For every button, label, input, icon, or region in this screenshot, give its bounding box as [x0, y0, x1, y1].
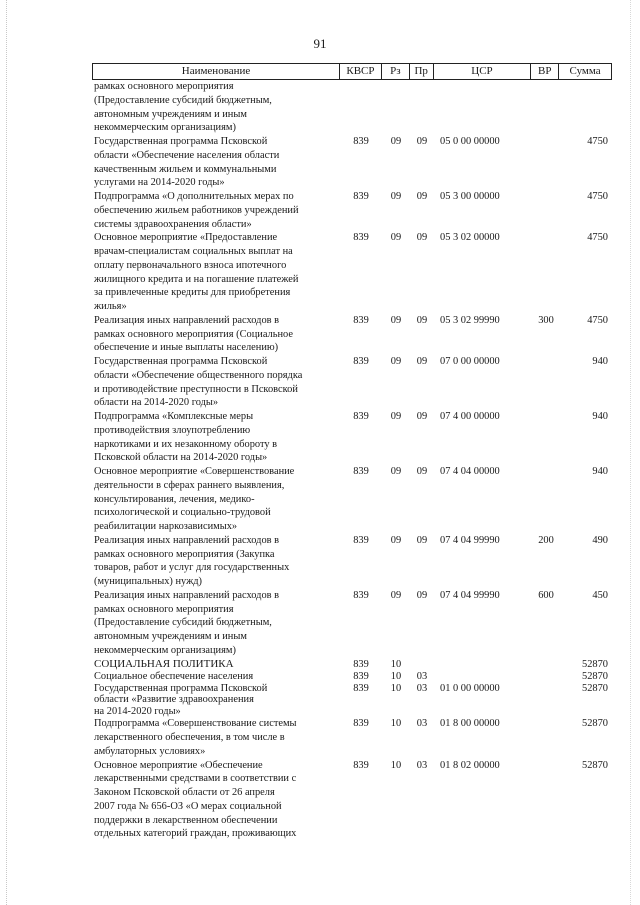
cell-csr: 05 0 00 00000 — [440, 136, 500, 147]
cell-vr — [532, 355, 560, 410]
cell-kvsr: 839 — [353, 671, 369, 683]
cell-pr: 03 — [416, 759, 428, 771]
cell-rz: 09 — [390, 191, 402, 202]
cell-name: Подпрограмма «Совершенствование системы лекарственного обеспечения, в том числе в амбулаторных условиях» — [94, 718, 297, 757]
cell-vr — [532, 717, 560, 758]
cell-vr — [532, 231, 560, 314]
cell-rz — [382, 80, 410, 135]
cell-kvsr: 839 — [353, 191, 369, 202]
cell-vr: 600 — [538, 589, 554, 601]
table-row — [92, 314, 612, 355]
header-rz: Рз — [382, 64, 410, 79]
cell-sum: 52870 — [582, 658, 608, 670]
cell-sum: 4750 — [587, 314, 608, 326]
cell-rz: 10 — [390, 658, 402, 670]
cell-name: Основное мероприятие «Обеспечение лекарственными средствами в соответствии с Законом Псковской области от 26 апреля 2007 года № 656-ОЗ «О мерах социальной поддержки в лекарственном обеспечении отдельных категорий граждан, проживающих — [94, 759, 297, 840]
cell-csr: 07 4 04 00000 — [440, 466, 500, 477]
cell-pr: 09 — [416, 232, 428, 244]
cell-vr — [532, 759, 560, 842]
cell-name: Государственная программа Псковской области «Развитие здравоохранения на 2014-2020 годы» — [94, 682, 268, 717]
table-row — [92, 717, 612, 758]
cell-name: Подпрограмма «О дополнительных мерах по обеспечению жильем работников учреждений системы здравоохранения области» — [94, 191, 299, 230]
cell-sum: 940 — [592, 356, 608, 367]
cell-kvsr: 839 — [353, 682, 369, 694]
table-row — [92, 465, 612, 534]
cell-sum: 490 — [592, 534, 608, 546]
cell-csr: 01 8 00 00000 — [440, 718, 500, 730]
cell-name: Основное мероприятие «Совершенствование деятельности в сферах раннего выявления, консультирования, лечения, медико- психологической и социально-трудовой реабилитации наркозависимых» — [94, 466, 295, 532]
table-row — [92, 355, 612, 410]
cell-sum: 940 — [592, 466, 608, 477]
cell-csr: 07 4 04 99990 — [440, 589, 500, 601]
cell-csr: 05 3 02 99990 — [440, 314, 500, 326]
cell-pr: 09 — [416, 534, 428, 546]
table-row — [92, 589, 612, 658]
cell-pr: 09 — [416, 191, 428, 202]
cell-sum — [560, 80, 612, 135]
cell-vr — [532, 671, 560, 683]
cell-sum: 940 — [592, 411, 608, 422]
cell-vr — [532, 80, 560, 135]
cell-kvsr: 839 — [353, 356, 369, 367]
cell-kvsr — [340, 80, 382, 135]
table-body — [92, 80, 612, 841]
cell-pr — [410, 658, 434, 672]
cell-vr: 300 — [538, 314, 554, 326]
header-kvsr: КВСР — [340, 64, 382, 79]
table-header — [92, 63, 612, 80]
cell-csr: 07 4 00 00000 — [440, 411, 500, 422]
cell-kvsr: 839 — [353, 314, 369, 326]
cell-sum: 450 — [592, 589, 608, 601]
table-row — [92, 759, 612, 842]
budget-table — [92, 63, 612, 841]
cell-kvsr: 839 — [353, 658, 369, 670]
header-vr: ВР — [531, 64, 559, 79]
cell-csr: 07 4 04 99990 — [440, 534, 500, 546]
scan-edge-left — [6, 0, 8, 905]
cell-vr — [532, 135, 560, 190]
cell-sum: 52870 — [582, 671, 608, 683]
header-pr: Пр — [410, 64, 434, 79]
cell-pr: 03 — [416, 718, 428, 730]
cell-rz: 10 — [390, 718, 402, 730]
scan-edge-right — [630, 0, 632, 905]
table-row — [92, 683, 612, 718]
cell-pr: 09 — [416, 314, 428, 326]
cell-csr: 01 0 00 00000 — [440, 682, 500, 694]
cell-vr: 200 — [538, 534, 554, 546]
cell-rz: 09 — [390, 411, 402, 422]
cell-csr — [434, 658, 532, 672]
cell-sum: 52870 — [582, 682, 608, 694]
cell-pr: 09 — [416, 589, 428, 601]
cell-rz: 09 — [390, 589, 402, 601]
cell-vr — [532, 658, 560, 672]
cell-sum: 52870 — [582, 759, 608, 771]
table-row — [92, 658, 612, 672]
cell-kvsr: 839 — [353, 534, 369, 546]
cell-csr — [434, 80, 532, 135]
cell-pr: 03 — [416, 671, 428, 683]
cell-rz: 09 — [390, 232, 402, 244]
cell-name: Государственная программа Псковской области «Обеспечение общественного порядка и противодействие преступности в Псковской области на 2014-2020 годы» — [94, 356, 303, 409]
cell-kvsr: 839 — [353, 466, 369, 477]
cell-csr — [434, 671, 532, 683]
cell-kvsr: 839 — [353, 411, 369, 422]
table-row — [92, 671, 612, 683]
cell-csr: 05 3 00 00000 — [440, 191, 500, 202]
cell-pr: 09 — [416, 411, 428, 422]
cell-rz: 09 — [390, 314, 402, 326]
cell-name: СОЦИАЛЬНАЯ ПОЛИТИКА — [94, 657, 234, 670]
table-row — [92, 231, 612, 314]
cell-rz: 10 — [390, 682, 402, 694]
page-number: 91 — [313, 36, 327, 51]
cell-vr — [532, 683, 560, 718]
cell-rz: 09 — [390, 136, 402, 147]
cell-name: Государственная программа Псковской области «Обеспечение населения области качественным жильем и коммунальными услугами на 2014-2020 годы» — [94, 136, 280, 189]
cell-sum: 52870 — [582, 718, 608, 730]
cell-sum: 4750 — [587, 191, 608, 202]
cell-rz: 09 — [390, 534, 402, 546]
cell-name: Реализация иных направлений расходов в рамках основного мероприятия (Предоставление субсидий бюджетным, автономным учреждениям и иным некоммерческим организациям) — [94, 589, 280, 656]
table-row — [92, 190, 612, 231]
cell-vr — [532, 465, 560, 534]
table-row — [92, 80, 612, 135]
cell-pr: 09 — [416, 136, 428, 147]
cell-rz: 09 — [390, 466, 402, 477]
cell-name: Реализация иных направлений расходов в рамках основного мероприятия (Социальное обеспечение и иные выплаты населению) — [94, 314, 293, 354]
cell-csr: 07 0 00 00000 — [440, 356, 500, 367]
table-row — [92, 135, 612, 190]
cell-name: Социальное обеспечение населения — [94, 671, 254, 683]
cell-csr: 01 8 02 00000 — [440, 759, 500, 771]
cell-rz: 10 — [390, 759, 402, 771]
header-sum: Сумма — [569, 65, 601, 77]
cell-name: рамках основного мероприятия (Предоставление субсидий бюджетным, автономным учреждениям и иным некоммерческим организациям) — [94, 81, 272, 134]
cell-name: Основное мероприятие «Предоставление врачам-специалистам социальных выплат на оплату первоначального взноса ипотечного жилищного кредита и на погашение платежей за привлеченные кредиты для приобретения жилья» — [94, 232, 299, 312]
cell-sum: 4750 — [587, 136, 608, 147]
cell-name: Реализация иных направлений расходов в рамках основного мероприятия (Закупка товаров, работ и услуг для государственных (муниципальных) нужд) — [94, 534, 290, 587]
cell-sum: 4750 — [587, 232, 608, 244]
cell-csr: 05 3 02 00000 — [440, 232, 500, 244]
cell-kvsr: 839 — [353, 589, 369, 601]
table-row — [92, 534, 612, 589]
cell-kvsr: 839 — [353, 136, 369, 147]
header-csr: ЦСР — [434, 64, 532, 79]
cell-kvsr: 839 — [353, 718, 369, 730]
cell-kvsr: 839 — [353, 759, 369, 771]
cell-pr: 09 — [416, 466, 428, 477]
cell-pr: 09 — [416, 356, 428, 367]
cell-name: Подпрограмма «Комплексные меры противодействия злоупотреблению наркотиками и их незаконному обороту в Псковской области на 2014-2020 годы» — [94, 411, 278, 464]
cell-rz: 09 — [390, 356, 402, 367]
cell-vr — [532, 410, 560, 465]
header-name: Наименование — [93, 64, 340, 79]
cell-rz: 10 — [390, 671, 402, 683]
table-row — [92, 410, 612, 465]
cell-vr — [532, 190, 560, 231]
cell-pr: 03 — [416, 682, 428, 694]
cell-kvsr: 839 — [353, 232, 369, 244]
cell-pr — [410, 80, 434, 135]
